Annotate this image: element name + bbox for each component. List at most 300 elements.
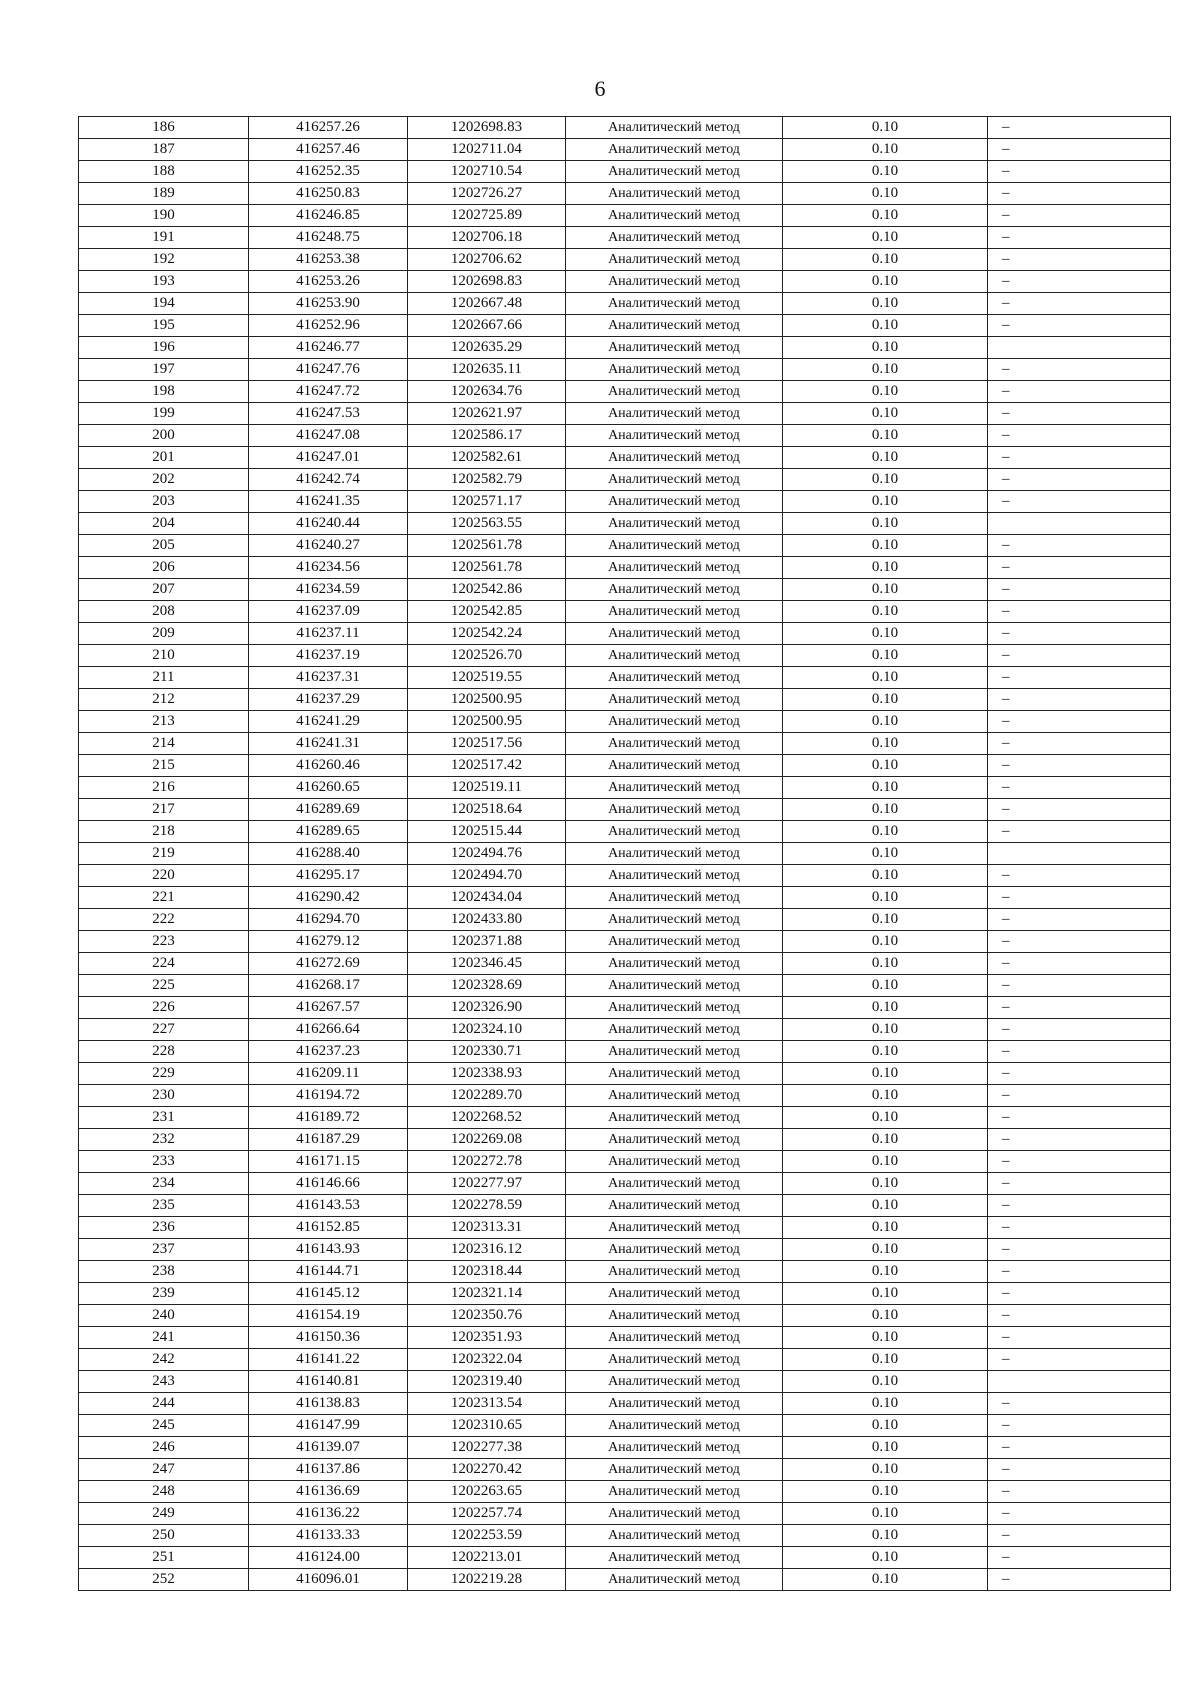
point-number-cell: 244	[79, 1393, 249, 1415]
note-cell: –	[988, 909, 1171, 931]
method-cell: Аналитический метод	[566, 777, 783, 799]
point-number-cell: 211	[79, 667, 249, 689]
x-coordinate-cell: 416279.12	[249, 931, 408, 953]
accuracy-cell: 0.10	[783, 821, 988, 843]
method-cell: Аналитический метод	[566, 249, 783, 271]
x-coordinate-cell: 416145.12	[249, 1283, 408, 1305]
accuracy-cell: 0.10	[783, 1129, 988, 1151]
accuracy-cell: 0.10	[783, 227, 988, 249]
point-number-cell: 209	[79, 623, 249, 645]
note-cell: –	[988, 183, 1171, 205]
x-coordinate-cell: 416241.31	[249, 733, 408, 755]
accuracy-cell: 0.10	[783, 909, 988, 931]
x-coordinate-cell: 416242.74	[249, 469, 408, 491]
accuracy-cell: 0.10	[783, 777, 988, 799]
accuracy-cell: 0.10	[783, 1569, 988, 1591]
y-coordinate-cell: 1202725.89	[408, 205, 566, 227]
method-cell: Аналитический метод	[566, 1393, 783, 1415]
accuracy-cell: 0.10	[783, 1195, 988, 1217]
accuracy-cell: 0.10	[783, 689, 988, 711]
accuracy-cell: 0.10	[783, 579, 988, 601]
note-cell: –	[988, 315, 1171, 337]
x-coordinate-cell: 416252.35	[249, 161, 408, 183]
note-cell: –	[988, 1349, 1171, 1371]
table-row	[79, 1107, 1171, 1129]
note-cell: –	[988, 953, 1171, 975]
method-cell: Аналитический метод	[566, 491, 783, 513]
note-cell: –	[988, 1217, 1171, 1239]
table-row	[79, 161, 1171, 183]
note-cell: –	[988, 601, 1171, 623]
note-cell: –	[988, 403, 1171, 425]
point-number-cell: 227	[79, 1019, 249, 1041]
x-coordinate-cell: 416241.29	[249, 711, 408, 733]
x-coordinate-cell: 416290.42	[249, 887, 408, 909]
y-coordinate-cell: 1202328.69	[408, 975, 566, 997]
x-coordinate-cell: 416240.44	[249, 513, 408, 535]
accuracy-cell: 0.10	[783, 183, 988, 205]
note-cell: –	[988, 821, 1171, 843]
point-number-cell: 239	[79, 1283, 249, 1305]
method-cell: Аналитический метод	[566, 403, 783, 425]
table-row	[79, 1041, 1171, 1063]
table-row	[79, 1481, 1171, 1503]
method-cell: Аналитический метод	[566, 1415, 783, 1437]
accuracy-cell: 0.10	[783, 271, 988, 293]
method-cell: Аналитический метод	[566, 843, 783, 865]
x-coordinate-cell: 416143.53	[249, 1195, 408, 1217]
y-coordinate-cell: 1202517.56	[408, 733, 566, 755]
coordinates-table-body	[79, 117, 1171, 1591]
accuracy-cell: 0.10	[783, 1481, 988, 1503]
method-cell: Аналитический метод	[566, 1569, 783, 1591]
table-row	[79, 1371, 1171, 1393]
x-coordinate-cell: 416144.71	[249, 1261, 408, 1283]
y-coordinate-cell: 1202310.65	[408, 1415, 566, 1437]
table-row	[79, 117, 1171, 139]
method-cell: Аналитический метод	[566, 359, 783, 381]
x-coordinate-cell: 416138.83	[249, 1393, 408, 1415]
accuracy-cell: 0.10	[783, 1283, 988, 1305]
method-cell: Аналитический метод	[566, 1459, 783, 1481]
y-coordinate-cell: 1202313.31	[408, 1217, 566, 1239]
x-coordinate-cell: 416171.15	[249, 1151, 408, 1173]
y-coordinate-cell: 1202563.55	[408, 513, 566, 535]
y-coordinate-cell: 1202582.61	[408, 447, 566, 469]
accuracy-cell: 0.10	[783, 667, 988, 689]
point-number-cell: 245	[79, 1415, 249, 1437]
method-cell: Аналитический метод	[566, 909, 783, 931]
y-coordinate-cell: 1202698.83	[408, 117, 566, 139]
accuracy-cell: 0.10	[783, 249, 988, 271]
table-row	[79, 975, 1171, 997]
table-row	[79, 887, 1171, 909]
accuracy-cell: 0.10	[783, 953, 988, 975]
point-number-cell: 248	[79, 1481, 249, 1503]
x-coordinate-cell: 416295.17	[249, 865, 408, 887]
x-coordinate-cell: 416209.11	[249, 1063, 408, 1085]
table-row	[79, 1569, 1171, 1591]
x-coordinate-cell: 416136.69	[249, 1481, 408, 1503]
table-row	[79, 293, 1171, 315]
point-number-cell: 225	[79, 975, 249, 997]
y-coordinate-cell: 1202324.10	[408, 1019, 566, 1041]
x-coordinate-cell: 416150.36	[249, 1327, 408, 1349]
method-cell: Аналитический метод	[566, 117, 783, 139]
note-cell: –	[988, 1437, 1171, 1459]
note-cell: –	[988, 447, 1171, 469]
method-cell: Аналитический метод	[566, 161, 783, 183]
accuracy-cell: 0.10	[783, 205, 988, 227]
table-row	[79, 491, 1171, 513]
y-coordinate-cell: 1202494.70	[408, 865, 566, 887]
method-cell: Аналитический метод	[566, 337, 783, 359]
method-cell: Аналитический метод	[566, 557, 783, 579]
method-cell: Аналитический метод	[566, 469, 783, 491]
table-row	[79, 1459, 1171, 1481]
note-cell: –	[988, 711, 1171, 733]
point-number-cell: 232	[79, 1129, 249, 1151]
x-coordinate-cell: 416152.85	[249, 1217, 408, 1239]
y-coordinate-cell: 1202515.44	[408, 821, 566, 843]
accuracy-cell: 0.10	[783, 1349, 988, 1371]
method-cell: Аналитический метод	[566, 227, 783, 249]
x-coordinate-cell: 416237.23	[249, 1041, 408, 1063]
method-cell: Аналитический метод	[566, 1525, 783, 1547]
note-cell: –	[988, 117, 1171, 139]
x-coordinate-cell: 416124.00	[249, 1547, 408, 1569]
table-row	[79, 1305, 1171, 1327]
y-coordinate-cell: 1202272.78	[408, 1151, 566, 1173]
method-cell: Аналитический метод	[566, 1129, 783, 1151]
note-cell: –	[988, 1085, 1171, 1107]
y-coordinate-cell: 1202321.14	[408, 1283, 566, 1305]
accuracy-cell: 0.10	[783, 139, 988, 161]
accuracy-cell: 0.10	[783, 1525, 988, 1547]
method-cell: Аналитический метод	[566, 1547, 783, 1569]
method-cell: Аналитический метод	[566, 711, 783, 733]
method-cell: Аналитический метод	[566, 1327, 783, 1349]
table-row	[79, 425, 1171, 447]
note-cell: –	[988, 1569, 1171, 1591]
y-coordinate-cell: 1202634.76	[408, 381, 566, 403]
table-row	[79, 1393, 1171, 1415]
note-cell: –	[988, 227, 1171, 249]
table-row	[79, 909, 1171, 931]
x-coordinate-cell: 416237.11	[249, 623, 408, 645]
note-cell: –	[988, 1327, 1171, 1349]
table-row	[79, 1151, 1171, 1173]
x-coordinate-cell: 416234.59	[249, 579, 408, 601]
y-coordinate-cell: 1202322.04	[408, 1349, 566, 1371]
point-number-cell: 205	[79, 535, 249, 557]
x-coordinate-cell: 416246.77	[249, 337, 408, 359]
table-row	[79, 535, 1171, 557]
note-cell: –	[988, 755, 1171, 777]
accuracy-cell: 0.10	[783, 1173, 988, 1195]
method-cell: Аналитический метод	[566, 315, 783, 337]
method-cell: Аналитический метод	[566, 689, 783, 711]
x-coordinate-cell: 416154.19	[249, 1305, 408, 1327]
method-cell: Аналитический метод	[566, 1151, 783, 1173]
y-coordinate-cell: 1202434.04	[408, 887, 566, 909]
note-cell: –	[988, 161, 1171, 183]
table-row	[79, 359, 1171, 381]
table-row	[79, 799, 1171, 821]
x-coordinate-cell: 416247.76	[249, 359, 408, 381]
accuracy-cell: 0.10	[783, 975, 988, 997]
method-cell: Аналитический метод	[566, 535, 783, 557]
x-coordinate-cell: 416133.33	[249, 1525, 408, 1547]
method-cell: Аналитический метод	[566, 139, 783, 161]
x-coordinate-cell: 416146.66	[249, 1173, 408, 1195]
y-coordinate-cell: 1202526.70	[408, 645, 566, 667]
table-row	[79, 821, 1171, 843]
y-coordinate-cell: 1202517.42	[408, 755, 566, 777]
note-cell: –	[988, 1525, 1171, 1547]
point-number-cell: 208	[79, 601, 249, 623]
point-number-cell: 198	[79, 381, 249, 403]
y-coordinate-cell: 1202561.78	[408, 557, 566, 579]
x-coordinate-cell: 416267.57	[249, 997, 408, 1019]
y-coordinate-cell: 1202330.71	[408, 1041, 566, 1063]
point-number-cell: 236	[79, 1217, 249, 1239]
accuracy-cell: 0.10	[783, 711, 988, 733]
table-row	[79, 1503, 1171, 1525]
accuracy-cell: 0.10	[783, 623, 988, 645]
x-coordinate-cell: 416260.46	[249, 755, 408, 777]
accuracy-cell: 0.10	[783, 1393, 988, 1415]
method-cell: Аналитический метод	[566, 293, 783, 315]
y-coordinate-cell: 1202500.95	[408, 689, 566, 711]
point-number-cell: 207	[79, 579, 249, 601]
note-cell: –	[988, 249, 1171, 271]
accuracy-cell: 0.10	[783, 997, 988, 1019]
y-coordinate-cell: 1202667.48	[408, 293, 566, 315]
note-cell: –	[988, 1041, 1171, 1063]
note-cell: –	[988, 975, 1171, 997]
table-row	[79, 997, 1171, 1019]
point-number-cell: 221	[79, 887, 249, 909]
accuracy-cell: 0.10	[783, 1437, 988, 1459]
method-cell: Аналитический метод	[566, 1261, 783, 1283]
y-coordinate-cell: 1202706.62	[408, 249, 566, 271]
point-number-cell: 222	[79, 909, 249, 931]
point-number-cell: 241	[79, 1327, 249, 1349]
note-cell: –	[988, 1239, 1171, 1261]
table-row	[79, 1129, 1171, 1151]
point-number-cell: 190	[79, 205, 249, 227]
point-number-cell: 247	[79, 1459, 249, 1481]
note-cell: –	[988, 1283, 1171, 1305]
accuracy-cell: 0.10	[783, 425, 988, 447]
y-coordinate-cell: 1202519.11	[408, 777, 566, 799]
point-number-cell: 235	[79, 1195, 249, 1217]
y-coordinate-cell: 1202350.76	[408, 1305, 566, 1327]
accuracy-cell: 0.10	[783, 887, 988, 909]
x-coordinate-cell: 416257.46	[249, 139, 408, 161]
accuracy-cell: 0.10	[783, 1217, 988, 1239]
note-cell: –	[988, 623, 1171, 645]
point-number-cell: 231	[79, 1107, 249, 1129]
table-row	[79, 1019, 1171, 1041]
x-coordinate-cell: 416253.90	[249, 293, 408, 315]
note-cell: –	[988, 535, 1171, 557]
method-cell: Аналитический метод	[566, 1371, 783, 1393]
accuracy-cell: 0.10	[783, 1327, 988, 1349]
y-coordinate-cell: 1202667.66	[408, 315, 566, 337]
note-cell: –	[988, 381, 1171, 403]
accuracy-cell: 0.10	[783, 491, 988, 513]
accuracy-cell: 0.10	[783, 469, 988, 491]
table-row	[79, 711, 1171, 733]
method-cell: Аналитический метод	[566, 667, 783, 689]
method-cell: Аналитический метод	[566, 1349, 783, 1371]
table-row	[79, 271, 1171, 293]
method-cell: Аналитический метод	[566, 447, 783, 469]
x-coordinate-cell: 416140.81	[249, 1371, 408, 1393]
x-coordinate-cell: 416289.65	[249, 821, 408, 843]
note-cell: –	[988, 139, 1171, 161]
point-number-cell: 224	[79, 953, 249, 975]
x-coordinate-cell: 416288.40	[249, 843, 408, 865]
x-coordinate-cell: 416250.83	[249, 183, 408, 205]
note-cell: –	[988, 931, 1171, 953]
point-number-cell: 242	[79, 1349, 249, 1371]
accuracy-cell: 0.10	[783, 403, 988, 425]
method-cell: Аналитический метод	[566, 821, 783, 843]
point-number-cell: 249	[79, 1503, 249, 1525]
accuracy-cell: 0.10	[783, 1107, 988, 1129]
note-cell: –	[988, 1019, 1171, 1041]
y-coordinate-cell: 1202621.97	[408, 403, 566, 425]
method-cell: Аналитический метод	[566, 1305, 783, 1327]
point-number-cell: 189	[79, 183, 249, 205]
x-coordinate-cell: 416143.93	[249, 1239, 408, 1261]
y-coordinate-cell: 1202635.29	[408, 337, 566, 359]
point-number-cell: 202	[79, 469, 249, 491]
y-coordinate-cell: 1202586.17	[408, 425, 566, 447]
method-cell: Аналитический метод	[566, 799, 783, 821]
note-cell: –	[988, 1107, 1171, 1129]
point-number-cell: 200	[79, 425, 249, 447]
x-coordinate-cell: 416194.72	[249, 1085, 408, 1107]
table-row	[79, 1239, 1171, 1261]
table-row	[79, 755, 1171, 777]
point-number-cell: 188	[79, 161, 249, 183]
x-coordinate-cell: 416139.07	[249, 1437, 408, 1459]
point-number-cell: 220	[79, 865, 249, 887]
x-coordinate-cell: 416136.22	[249, 1503, 408, 1525]
y-coordinate-cell: 1202326.90	[408, 997, 566, 1019]
x-coordinate-cell: 416237.09	[249, 601, 408, 623]
point-number-cell: 214	[79, 733, 249, 755]
y-coordinate-cell: 1202500.95	[408, 711, 566, 733]
method-cell: Аналитический метод	[566, 733, 783, 755]
table-row	[79, 733, 1171, 755]
method-cell: Аналитический метод	[566, 183, 783, 205]
accuracy-cell: 0.10	[783, 1063, 988, 1085]
y-coordinate-cell: 1202494.76	[408, 843, 566, 865]
coordinates-table	[78, 116, 1171, 1591]
x-coordinate-cell: 416237.19	[249, 645, 408, 667]
accuracy-cell: 0.10	[783, 865, 988, 887]
y-coordinate-cell: 1202582.79	[408, 469, 566, 491]
y-coordinate-cell: 1202269.08	[408, 1129, 566, 1151]
note-cell: –	[988, 557, 1171, 579]
x-coordinate-cell: 416247.08	[249, 425, 408, 447]
x-coordinate-cell: 416253.26	[249, 271, 408, 293]
method-cell: Аналитический метод	[566, 1107, 783, 1129]
table-row	[79, 601, 1171, 623]
x-coordinate-cell: 416240.27	[249, 535, 408, 557]
accuracy-cell: 0.10	[783, 1371, 988, 1393]
table-row	[79, 1261, 1171, 1283]
note-cell: –	[988, 359, 1171, 381]
point-number-cell: 218	[79, 821, 249, 843]
method-cell: Аналитический метод	[566, 425, 783, 447]
table-row	[79, 337, 1171, 359]
note-cell	[988, 1371, 1171, 1393]
method-cell: Аналитический метод	[566, 997, 783, 1019]
point-number-cell: 195	[79, 315, 249, 337]
table-row	[79, 1085, 1171, 1107]
table-row	[79, 1349, 1171, 1371]
table-row	[79, 381, 1171, 403]
x-coordinate-cell: 416137.86	[249, 1459, 408, 1481]
point-number-cell: 217	[79, 799, 249, 821]
table-row	[79, 1415, 1171, 1437]
point-number-cell: 191	[79, 227, 249, 249]
x-coordinate-cell: 416247.53	[249, 403, 408, 425]
accuracy-cell: 0.10	[783, 337, 988, 359]
y-coordinate-cell: 1202561.78	[408, 535, 566, 557]
x-coordinate-cell: 416247.72	[249, 381, 408, 403]
note-cell: –	[988, 1393, 1171, 1415]
y-coordinate-cell: 1202635.11	[408, 359, 566, 381]
point-number-cell: 197	[79, 359, 249, 381]
y-coordinate-cell: 1202433.80	[408, 909, 566, 931]
method-cell: Аналитический метод	[566, 1283, 783, 1305]
y-coordinate-cell: 1202371.88	[408, 931, 566, 953]
table-row	[79, 1525, 1171, 1547]
note-cell: –	[988, 1063, 1171, 1085]
x-coordinate-cell: 416260.65	[249, 777, 408, 799]
note-cell: –	[988, 1481, 1171, 1503]
x-coordinate-cell: 416248.75	[249, 227, 408, 249]
point-number-cell: 210	[79, 645, 249, 667]
method-cell: Аналитический метод	[566, 931, 783, 953]
note-cell: –	[988, 1151, 1171, 1173]
y-coordinate-cell: 1202346.45	[408, 953, 566, 975]
table-row	[79, 447, 1171, 469]
table-row	[79, 689, 1171, 711]
y-coordinate-cell: 1202706.18	[408, 227, 566, 249]
point-number-cell: 193	[79, 271, 249, 293]
note-cell: –	[988, 1173, 1171, 1195]
note-cell	[988, 513, 1171, 535]
table-row	[79, 557, 1171, 579]
note-cell: –	[988, 689, 1171, 711]
point-number-cell: 251	[79, 1547, 249, 1569]
table-row	[79, 1437, 1171, 1459]
y-coordinate-cell: 1202542.24	[408, 623, 566, 645]
x-coordinate-cell: 416246.85	[249, 205, 408, 227]
table-row	[79, 1173, 1171, 1195]
table-row	[79, 205, 1171, 227]
note-cell: –	[988, 579, 1171, 601]
method-cell: Аналитический метод	[566, 205, 783, 227]
